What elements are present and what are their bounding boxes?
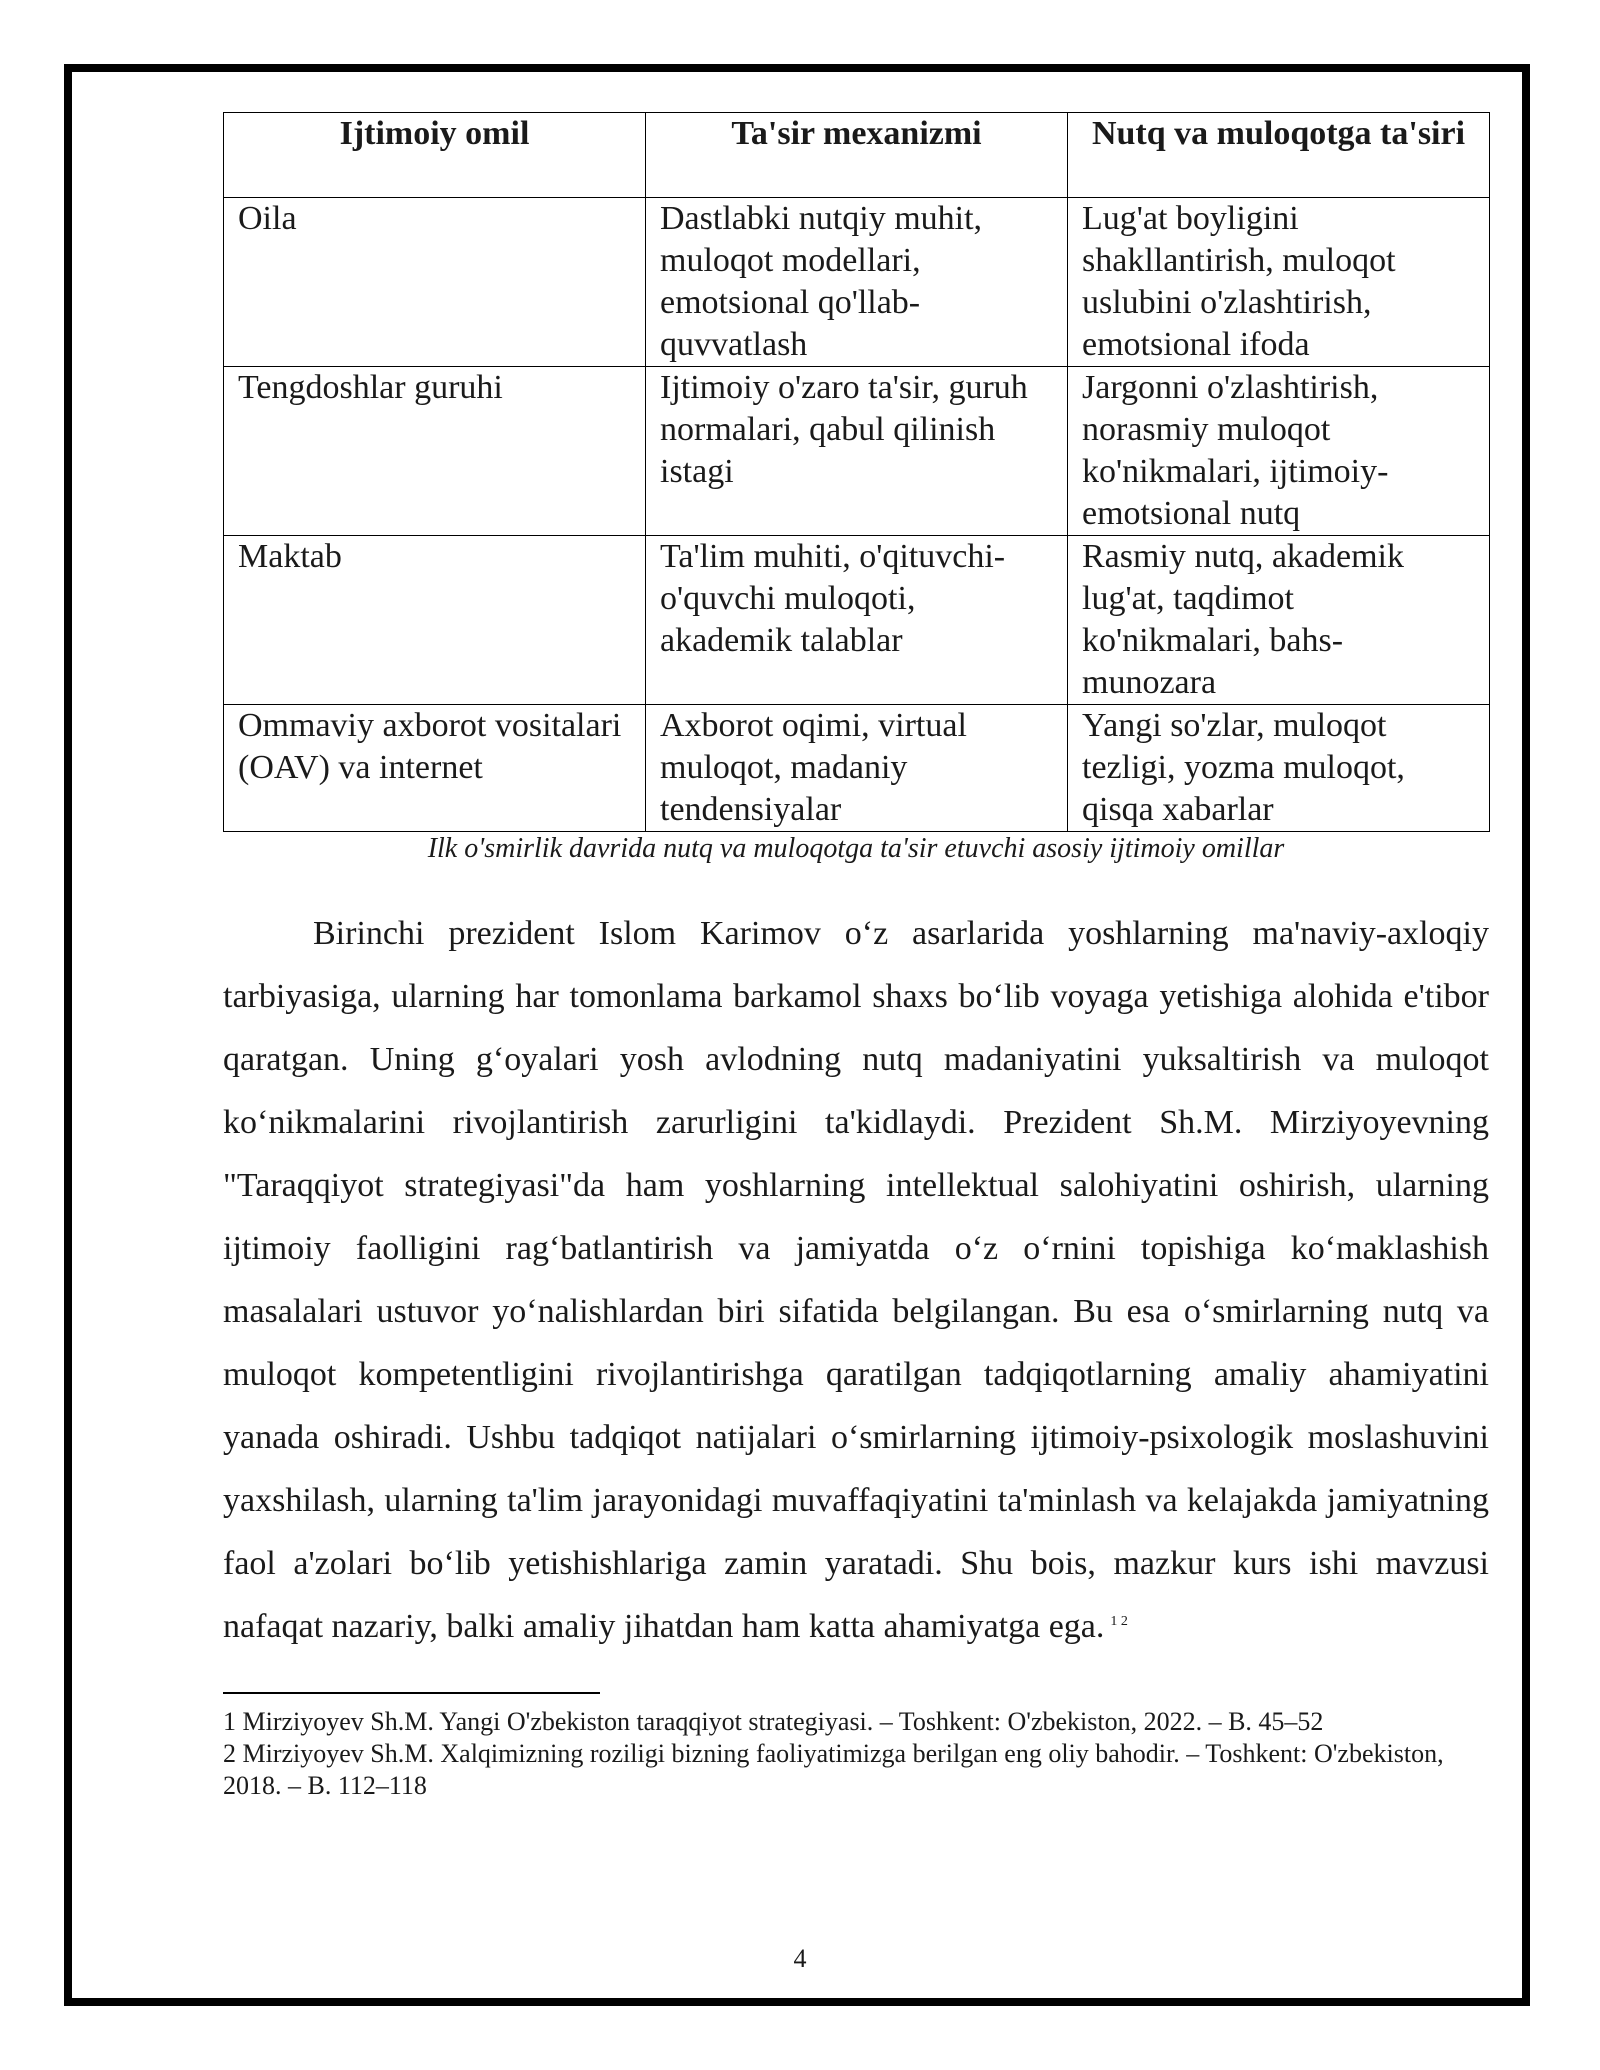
table-row [224, 198, 1490, 367]
table-cell: Ijtimoiy o'zaro ta'sir, guruh normalari, qabul qilinish istagi [646, 367, 1068, 536]
paragraph-text: Birinchi prezident Islom Karimov oʻz asarlarida yoshlarning ma'naviy-axloqiy tarbiyasiga, ularning har tomonlama barkamol shaxs boʻlib voyaga yetishiga alohida e'tibor qaratgan. Uning gʻoyalari yosh avlodning nutq madaniyatini yuksaltirish va muloqot koʻnikmalarini rivojlantirish zarurligini ta'kidlaydi. Prezident Sh.M. Mirziyoyevning "Taraqqiyot strategiyasi"da ham yoshlarning intellektual salohiyatini oshirish, ularning ijtimoiy faolligini ragʻbatlantirish va jamiyatda oʻz oʻrnini topishiga koʻmaklashish masalalari ustuvor yoʻnalishlardan biri sifatida belgilangan. Bu esa oʻsmirlarning nutq va muloqot kompetentligini rivojlantirishga qaratilgan tadqiqotlarning amaliy ahamiyatini yanada oshiradi. Ushbu tadqiqot natijalari oʻsmirlarning ijtimoiy-psixologik moslashuvini yaxshilash, ularning ta'lim jarayonidagi muvaffaqiyatini ta'minlash va kelajakda jamiyatning faol a'zolari boʻlib yetishishlariga zamin yaratadi. Shu bois, mazkur kurs ishi mavzusi nafaqat nazariy, balki amaliy jihatdan ham katta ahamiyatga ega. [223, 915, 1489, 1645]
social-factors-table [223, 112, 1490, 832]
table-cell: Axborot oqimi, virtual muloqot, madaniy tendensiyalar [646, 705, 1068, 832]
table-header-cell: Nutq va muloqotga ta'siri [1068, 113, 1490, 198]
table-row [224, 367, 1490, 536]
body-paragraph [223, 902, 1489, 1658]
footnote-reference: 1 2 [1110, 1613, 1128, 1629]
page-content [223, 112, 1489, 1802]
footnote-item: 1 Mirziyoyev Sh.M. Yangi O'zbekiston taraqqiyot strategiyasi. – Toshkent: O'zbekiston, 2022. – B. 45–52 [223, 1707, 1324, 1736]
table-cell: Oila [224, 198, 646, 367]
table-cell: Lug'at boyligini shakllantirish, muloqot uslubini o'zlashtirish, emotsional ifoda [1068, 198, 1490, 367]
footnote-item: 2 Mirziyoyev Sh.M. Xalqimizning roziligi bizning faoliyatimizga berilgan eng oliy bahodir. – Toshkent: O'zbekiston, 2018. – B. 112–118 [223, 1739, 1444, 1800]
table-cell: Yangi so'zlar, muloqot tezligi, yozma muloqot, qisqa xabarlar [1068, 705, 1490, 832]
table-cell: Maktab [224, 536, 646, 705]
table-cell: Dastlabki nutqiy muhit, muloqot modellari, emotsional qo'llab-quvvatlash [646, 198, 1068, 367]
page-number: 4 [793, 1944, 807, 1973]
table-cell: Rasmiy nutq, akademik lug'at, taqdimot ko'nikmalari, bahs-munozara [1068, 536, 1490, 705]
table-cell: Jargonni o'zlashtirish, norasmiy muloqot ko'nikmalari, ijtimoiy-emotsional nutq [1068, 367, 1490, 536]
table-row [224, 705, 1490, 832]
table-header-cell: Ta'sir mexanizmi [646, 113, 1068, 198]
table-caption: Ilk o'smirlik davrida nutq va muloqotga ta'sir etuvchi asosiy ijtimoiy omillar [427, 833, 1285, 864]
table-cell: Ta'lim muhiti, o'qituvchi-o'quvchi muloqoti, akademik talablar [646, 536, 1068, 705]
table-cell: Ommaviy axborot vositalari (OAV) va internet [224, 705, 646, 832]
table-cell: Tengdoshlar guruhi [224, 367, 646, 536]
footnote-separator [223, 1692, 600, 1694]
table-header-cell: Ijtimoiy omil [224, 113, 646, 198]
table-header-row [224, 113, 1490, 198]
footnotes [223, 1706, 1489, 1802]
table-row [224, 536, 1490, 705]
